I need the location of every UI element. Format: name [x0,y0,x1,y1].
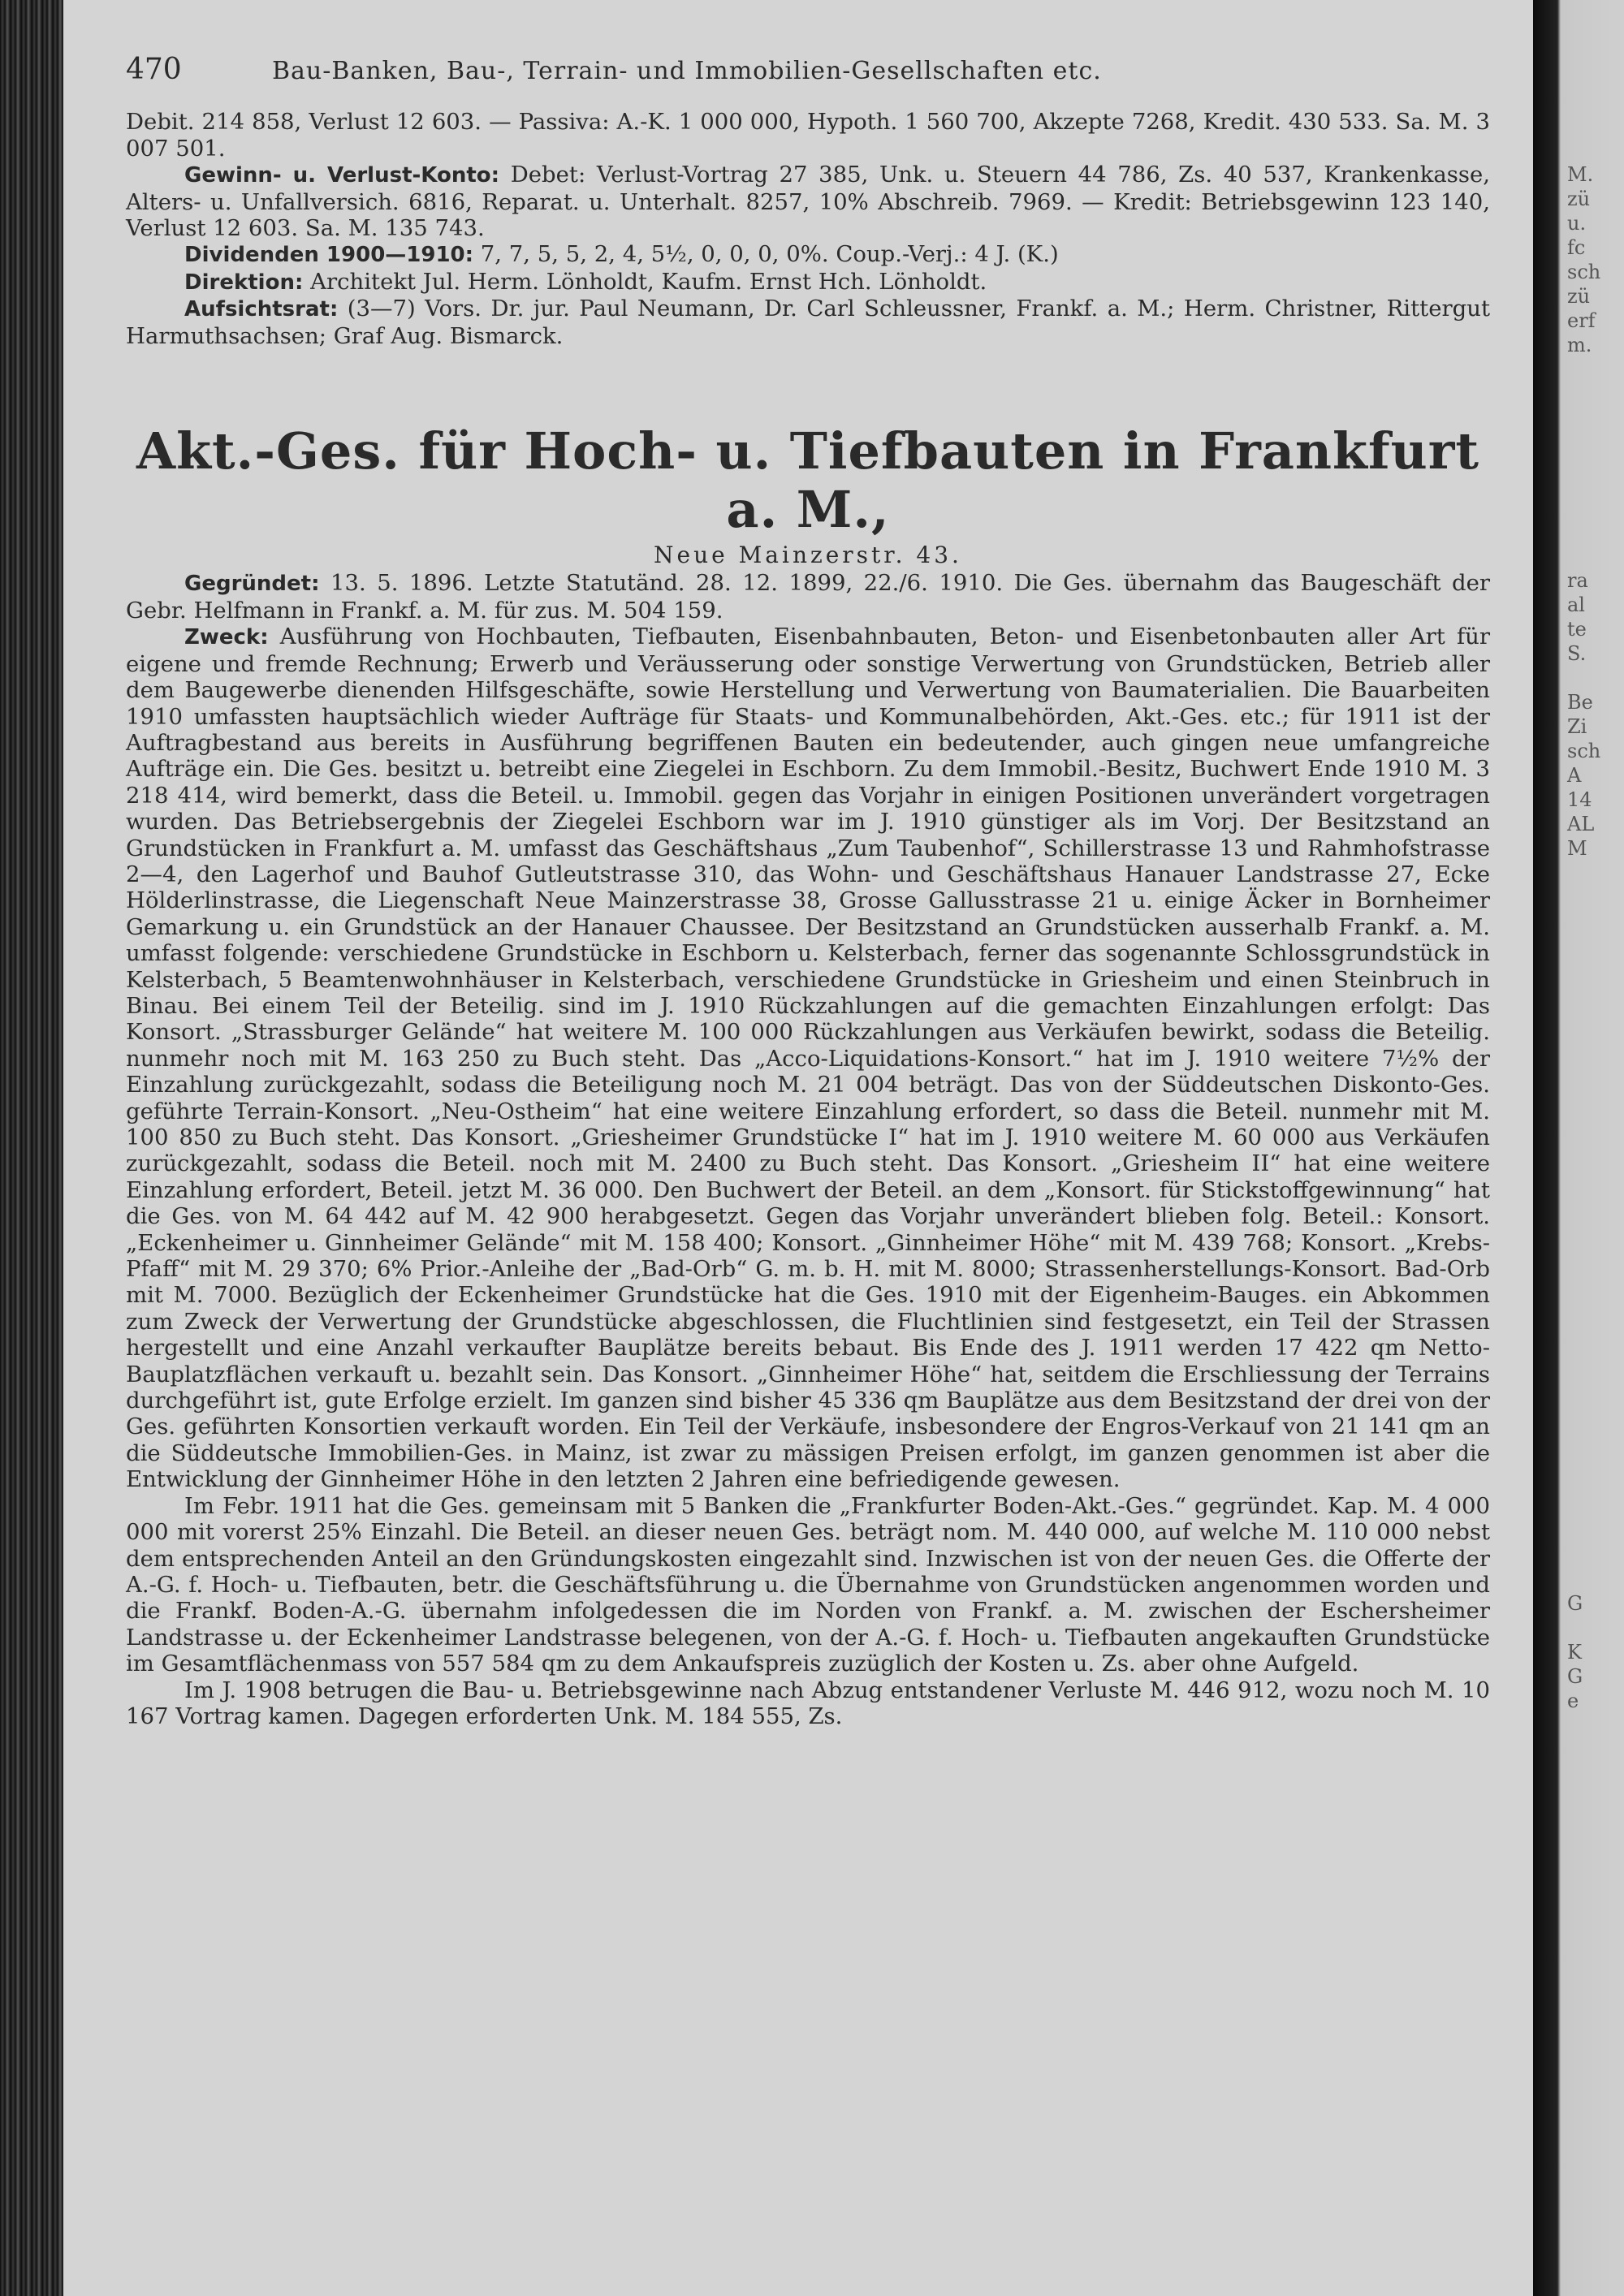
company-title: Akt.-Ges. für Hoch- u. Tiefbauten in Frankfurt a. M., [136,421,1480,540]
running-head-title: Bau-Banken, Bau-, Terrain- und Immobilien-Gesellschaften etc. [272,57,1102,85]
supervisory-board-text: (3—7) Vors. Dr. jur. Paul Neumann, Dr. Carl Schleussner, Frankf. a. M.; Herm. Christner, Rittergut Harmuthsachsen; Graf Aug. Bismarck. [126,296,1490,349]
page-number: 470 [126,53,182,86]
dividends-label: Dividenden 1900—1910: [184,243,474,268]
founded-text: 13. 5. 1896. Letzte Statutänd. 28. 12. 1899, 22./6. 1910. Die Ges. übernahm das Baugeschäft der Gebr. Helfmann in Frankf. a. M. für zus. M. 504 159. [126,570,1490,624]
profit-loss-label: Gewinn- u. Verlust-Konto: [184,163,500,188]
facing-page-text-a: M. zü u. fc sch zü erf m. [1567,163,1601,356]
supervisory-board [126,296,1490,349]
previous-entry [126,109,1490,349]
supervisory-board-label: Aufsichtsrat: [184,297,339,322]
company-entry [126,422,1490,1729]
dividends-text: 7, 7, 5, 5, 2, 4, 5½, 0, 0, 0, 0%. Coup.-Verj.: 4 J. (K.) [480,241,1059,268]
profit-loss-text: Debet: Verlust-Vortrag 27 385, Unk. u. Steuern 44 786, Zs. 40 537, Krankenkasse, Alters- u. Unfallversich. 6816, Reparat. u. Unterhalt. 8257, 10% Abschreib. 7969. — Kredit: Betriebsgewinn 123 140, Verlust 12 603. Sa. M. 135 743. [126,162,1491,242]
paragraph-1911: Im Febr. 1911 hat die Ges. gemeinsam mit 5 Banken die „Frankfurter Boden-Akt.-Ges.“ gegründet. Kap. M. 4 000 000 mit vorerst 25% Einzahl. Die Beteil. an dieser neuen Ges. beträgt nom. M. 440 000, auf welche M. 110 000 nebst dem entsprechenden Anteil an den Gründungskosten eingezahlt sind. Inzwischen ist von der neuen Ges. die Offerte der A.-G. f. Hoch- u. Tiefbauten, betr. die Geschäftsführung u. die Übernahme von Grundstücken angenommen worden und die Frankf. Boden-A.-G. übernahm infolgedessen die im Norden von Frankf. a. M. zwischen der Eschersheimer Landstrasse u. der Eckenheimer Landstrasse belegenen, von der A.-G. f. Hoch- u. Tiefbauten angekauften Grundstücke im Gesamtflächenmass von 557 584 qm zu dem Ankaufspreis zuzüglich der Kosten u. Zs. aber ohne Aufgeld. [126,1492,1490,1677]
purpose-label: Zweck: [184,625,269,650]
profit-loss-account [126,162,1490,241]
facing-page-text-c: G K G e [1567,1592,1583,1712]
management-label: Direktion: [184,270,304,295]
facing-page-text-b: ra al te S. Be Zi sch A 14 AL M [1567,569,1601,860]
balance-continuation: Debit. 214 858, Verlust 12 603. — Passiva: A.-K. 1 000 000, Hypoth. 1 560 700, Akzepte 7268, Kredit. 430 533. Sa. M. 3 007 501. [126,109,1490,162]
purpose [126,624,1490,1492]
company-address: Neue Mainzerstr. 43. [654,542,962,569]
management [126,269,1490,296]
running-head [126,53,1490,86]
page-content [126,53,1491,1729]
scan-binding-edge [0,0,63,2296]
founded-label: Gegründet: [184,572,320,597]
management-text: Architekt Jul. Herm. Lönholdt, Kaufm. Ernst Hch. Lönholdt. [310,268,987,295]
dividends [126,241,1490,268]
founded [126,570,1490,624]
paragraph-1908: Im J. 1908 betrugen die Bau- u. Betriebsgewinne nach Abzug entstandener Verluste M. 446 912, wozu noch M. 10 167 Vortrag kamen. Dagegen erforderten Unk. M. 184 555, Zs. [126,1677,1490,1729]
purpose-text: Ausführung von Hochbauten, Tiefbauten, Eisenbahnbauten, Beton- und Eisenbetonbauten aller Art für eigene und fremde Rechnung; Erwerb und Veräusserung oder sonstige Verwertung von Grundstücken, Betrieb aller dem Baugewerbe dienenden Hilfsgeschäfte, sowie Herstellung und Verwertung von Baumaterialien. Die Bauarbeiten 1910 umfassten hauptsächlich wieder Aufträge für Staats- und Kommunalbehörden, Akt.-Ges. etc.; für 1911 ist der Auftragbestand aus bereits in Ausführung begriffenen Bauten ein bedeutender, auch gingen neue umfangreiche Aufträge ein. Die Ges. besitzt u. betreibt eine Ziegelei in Eschborn. Zu dem Immobil.-Besitz, Buchwert Ende 1910 M. 3 218 414, wird bemerkt, dass die Beteil. u. Immobil. gegen das Vorjahr in einigen Positionen unverändert vorgetragen wurden. Das Betriebsergebnis der Ziegelei Eschborn war im J. 1910 günstiger als im Vorj. Der Besitzstand an Grundstücken in Frankfurt a. M. umfasst das Geschäftshaus „Zum Taubenhof“, Schillerstrasse 13 und Rahmhofstrasse 2—4, den Lagerhof und Bauhof Gutleutstrasse 310, das Wohn- und Geschäftshaus Hanauer Landstrasse 27, Ecke Hölderlinstrasse, die Liegenschaft Neue Mainzerstrasse 38, Grosse Gallusstrasse 21 u. einige Äcker in Bornheimer Gemarkung u. ein Grundstück an der Hanauer Chaussee. Der Besitzstand an Grundstücken ausserhalb Frankf. a. M. umfasst folgende: verschiedene Grundstücke in Eschborn u. Kelsterbach, ferner das sogenannte Schlossgrundstück in Kelsterbach, 5 Beamtenwohnhäuser in Kelsterbach, verschiedene Grundstücke in Griesheim und einen Steinbruch in Binau. Bei einem Teil der Beteilig. sind im J. 1910 Rückzahlungen auf die gemachten Einzahlungen erfolgt: Das Konsort. „Strassburger Gelände“ hat weitere M. 100 000 Rückzahlungen aus Verkäufen bewirkt, sodass die Beteilig. nunmehr noch mit M. 163 250 zu Buch steht. Das „Acco-Liquidations-Konsort.“ hat im J. 1910 weitere 7½% der Einzahlung zurückgezahlt, sodass die Beteiligung noch M. 21 004 beträgt. Das von der Süddeutschen Diskonto-Ges. geführte Terrain-Konsort. „Neu-Ostheim“ hat eine weitere Einzahlung erfordert, so dass die Beteil. nunmehr mit M. 100 850 zu Buch steht. Das Konsort. „Griesheimer Grundstücke I“ hat im J. 1910 weitere M. 60 000 aus Verkäufen zurückgezahlt, sodass die Beteil. noch mit M. 2400 zu Buch steht. Das Konsort. „Griesheim II“ hat eine weitere Einzahlung erfordert, Beteil. jetzt M. 36 000. Den Buchwert der Beteil. an dem „Konsort. für Stickstoffgewinnung“ hat die Ges. von M. 64 442 auf M. 42 900 herabgesetzt. Gegen das Vorjahr unverändert blieben folg. Beteil.: Konsort. „Eckenheimer u. Ginnheimer Gelände“ mit M. 158 400; Konsort. „Ginnheimer Höhe“ mit M. 439 768; Konsort. „Krebs-Pfaff“ mit M. 29 370; 6% Prior.-Anleihe der „Bad-Orb“ G. m. b. H. mit M. 8000; Strassenherstellungs-Konsort. Bad-Orb mit M. 7000. Bezüglich der Eckenheimer Grundstücke hat die Ges. 1910 mit der Eigenheim-Bauges. ein Abkommen zum Zweck der Verwertung der Grundstücke abgeschlossen, die Fluchtlinien sind festgesetzt, ein Teil der Strassen hergestellt und eine Anzahl verkaufter Bauplätze bereits bebaut. Bis Ende des J. 1911 werden 17 422 qm Netto-Bauplatzflächen verkauft u. bezahlt sein. Das Konsort. „Ginnheimer Höhe“ hat, seitdem die Erschliessung der Terrains durchgeführt ist, gute Erfolge erzielt. Im ganzen sind bisher 45 336 qm Bauplätze aus dem Besitzstand der drei von der Ges. geführten Konsortien verkauft worden. Ein Teil der Verkäufe, insbesondere der Engros-Verkauf von 21 141 qm an die Süddeutsche Immobilien-Ges. in Mainz, ist zwar zu mässigen Preisen erfolgt, im ganzen genommen ist aber die Entwicklung der Ginnheimer Höhe in den letzten 2 Jahren eine befriedigende gewesen. [126,624,1490,1493]
